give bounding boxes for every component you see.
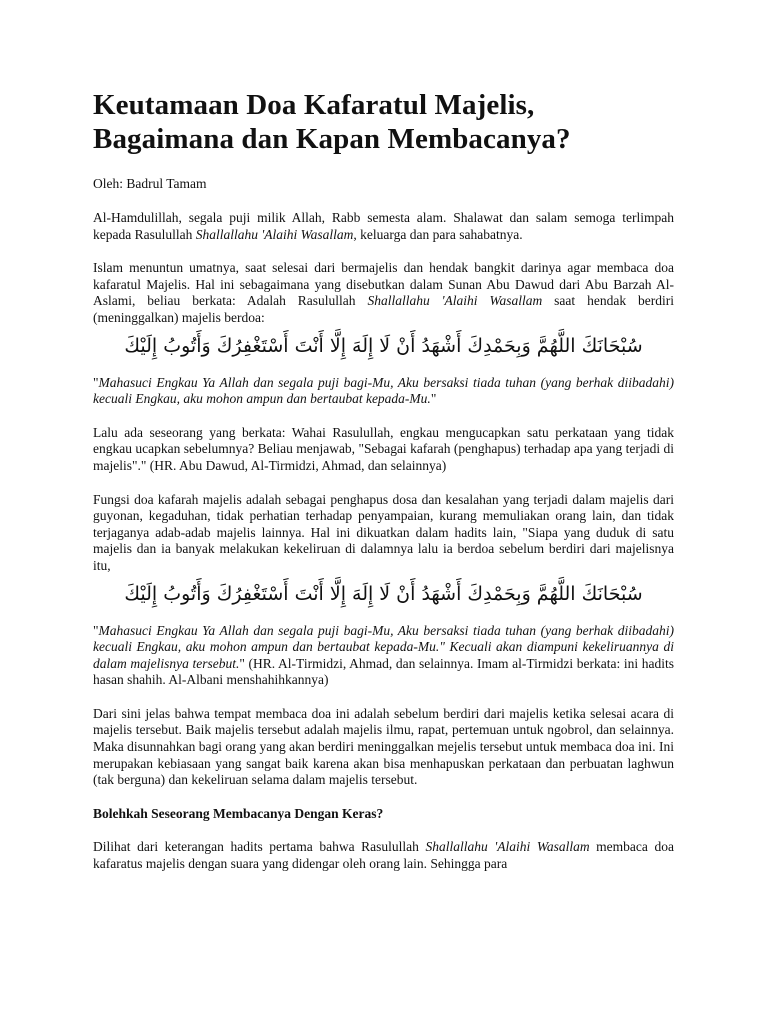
p6-text-a: " <box>93 622 99 638</box>
p1-text-a: Al-Hamdulillah, segala puji milik Allah, Rabb semesta alam. Shalawat dan salam semoga terlimpah kepada Rasulullah <box>93 210 674 242</box>
paragraph-translation-1 <box>93 375 674 408</box>
arabic-prayer-1: سُبْحَانَكَ اللَّهُمَّ وَبِحَمْدِكَ أَشْهَدُ أَنْ لَا إِلَهَ إِلَّا أَنْتَ أَسْتَغْفِرُكَ وَأَتُوبُ إِلَيْكَ <box>124 334 643 357</box>
p2-text-c: saat hendak berdiri (meninggalkan) majelis berdoa: <box>93 293 674 325</box>
p8-honorific: Shallallahu 'Alaihi Wasallam <box>425 839 590 855</box>
p6-text-c: " (HR. Al-Tirmidzi, Ahmad, dan selainnya. Imam al-Tirmidzi berkata: ini hadits hasan shahih. Al-Albani menshahihkannya) <box>93 655 674 688</box>
author-byline: Oleh: Badrul Tamam <box>93 176 207 191</box>
paragraph-conclusion: Dari sini jelas bahwa tempat membaca doa ini adalah sebelum berdiri dari majelis ketika selesai acara di majelis tersebut. Baik majelis tersebut adalah majelis ilmu, rapat, pertemuan untuk ngobrol, dan selainnya. Maka disunnahkan bagi orang yang akan berdiri meninggalkan mejelis tersebut untuk membaca doa ini. Ini merupakan kebiasaan yang sangat baik karena akan bisa menhapuskan perkataan dan perbuatan laghwun (tak berguna) dan kekeliruan selama dalam majelis tersebut. <box>93 705 674 788</box>
title-line-2: Bagaimana dan Kapan Membacanya? <box>93 123 571 155</box>
p8-text-c: membaca doa kafaratus majelis dengan suara yang didengar oleh orang lain. Sehingga para <box>93 839 674 872</box>
paragraph-intro <box>93 210 674 243</box>
p1-text-c: , keluarga dan para sahabatnya. <box>353 226 523 242</box>
paragraph-question: Lalu ada seseorang yang berkata: Wahai Rasulullah, engkau mengucapkan satu perkataan yang tidak engkau ucapkan sebelumnya? Beliau menjawab, "Sebagai kafarah (penghapus) terhadap apa yang terjadi di majelis"." (HR. Abu Dawud, Al-Tirmidzi, Ahmad, dan selainnya) <box>93 424 674 473</box>
section-heading: Bolehkah Seseorang Membacanya Dengan Keras? <box>93 805 384 821</box>
p3-text-c: " <box>430 391 437 407</box>
title-line-1: Keutamaan Doa Kafaratul Majelis, <box>93 89 535 121</box>
article-title <box>93 88 674 156</box>
p6-translation: Mahasuci Engkau Ya Allah dan segala puji bagi-Mu, Aku bersaksi tiada tuhan (yang berhak diibadahi) kecuali Engkau, aku mohon ampun dan bertaubat kepada-Mu." Kecuali akan diampuni kekeliruannya di dalam majelisnya tersebut. <box>93 622 674 671</box>
p8-text-a: Dilihat dari keterangan hadits pertama bahwa Rasulullah <box>93 839 426 855</box>
p2-honorific: Shallallahu 'Alaihi Wasallam <box>367 293 543 309</box>
p2-text-a: Islam menuntun umatnya, saat selesai dari bermajelis dan hendak bangkit darinya agar membaca doa kafaratul Majelis. Hal ini sebagaimana yang disebutkan dalam Sunan Abu Dawud dari Abu Barzah Al-Aslami, beliau berkata: Adalah Rasulullah <box>93 260 674 309</box>
p3-translation: Mahasuci Engkau Ya Allah dan segala puji bagi-Mu, Aku bersaksi tiada tuhan (yang berhak diibadahi) kecuali Engkau, aku mohon ampun dan bertaubat kepada-Mu. <box>93 374 674 407</box>
paragraph-recitation <box>93 839 674 872</box>
paragraph-translation-2 <box>93 623 674 689</box>
paragraph-function: Fungsi doa kafarah majelis adalah sebagai penghapus dosa dan kesalahan yang terjadi dalam majelis dari guyonan, kegaduhan, tidak perhatian terhadap penyampaian, kurang memuliakan orang lain, dan tidak terjaganya adab-adab majelis lainnya. Hal ini dikuatkan dalam hadits lain, "Siapa yang duduk di satu majelis dan ia banyak melakukan kekeliruan di dalamnya lalu ia berdoa sebelum berdiri dari majelisnya itu, <box>93 491 674 573</box>
arabic-prayer-2: سُبْحَانَكَ اللَّهُمَّ وَبِحَمْدِكَ أَشْهَدُ أَنْ لَا إِلَهَ إِلَّا أَنْتَ أَسْتَغْفِرُكَ وَأَتُوبُ إِلَيْكَ <box>124 582 643 605</box>
paragraph-hadith-context <box>93 260 674 326</box>
p1-honorific: Shallallahu 'Alaihi Wasallam <box>195 226 354 242</box>
p3-text-a: " <box>93 374 99 390</box>
article-body <box>93 88 674 873</box>
